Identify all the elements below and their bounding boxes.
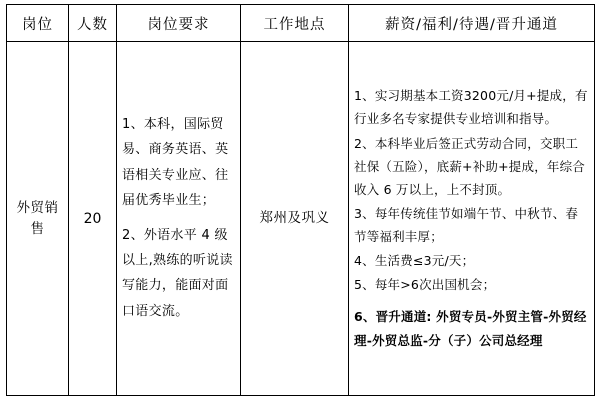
package-item: 6、晋升通道: 外贸专员-外贸主管-外贸经理-外贸总监-分（子）公司总经理 bbox=[354, 309, 587, 348]
cell-post: 外贸销售 bbox=[7, 42, 69, 396]
table-header-row bbox=[7, 5, 595, 42]
table-body bbox=[7, 42, 595, 396]
package-item: 5、每年>6次出国机会； bbox=[354, 277, 496, 293]
cell-count: 20 bbox=[69, 42, 117, 396]
column-header-location: 工作地点 bbox=[241, 5, 349, 42]
package-item: 1、实习期基本工资3200元/月+提成，有行业多名专家提供专业培训和指导。 bbox=[354, 88, 588, 127]
job-posting-table bbox=[6, 4, 595, 396]
cell-package bbox=[349, 42, 595, 396]
package-item: 2、本科毕业后签正式劳动合同，交职工社保（五险），底薪+补助+提成，年综合收入 6 万以上，上不封顶。 bbox=[354, 135, 585, 197]
column-header-count: 人数 bbox=[69, 5, 117, 42]
requirement-item: 2、外语水平 4 级以上,熟练的听说读写能力，能面对面口语交流。 bbox=[122, 227, 233, 319]
cell-location: 郑州及巩义 bbox=[241, 42, 349, 396]
package-item: 3、每年传统佳节如端午节、中秋节、春节等福利丰厚； bbox=[354, 205, 579, 245]
cell-requirements bbox=[117, 42, 241, 396]
requirement-item: 1、本科，国际贸易、商务英语、英语相关专业应、往届优秀毕业生； bbox=[122, 117, 229, 209]
column-header-post: 岗位 bbox=[7, 5, 69, 42]
table-row bbox=[7, 42, 595, 396]
table-header bbox=[7, 5, 595, 42]
package-item: 4、生活费≤3元/天； bbox=[354, 253, 475, 269]
column-header-requirements: 岗位要求 bbox=[117, 5, 241, 42]
column-header-package: 薪资/福利/待遇/晋升通道 bbox=[349, 5, 595, 42]
